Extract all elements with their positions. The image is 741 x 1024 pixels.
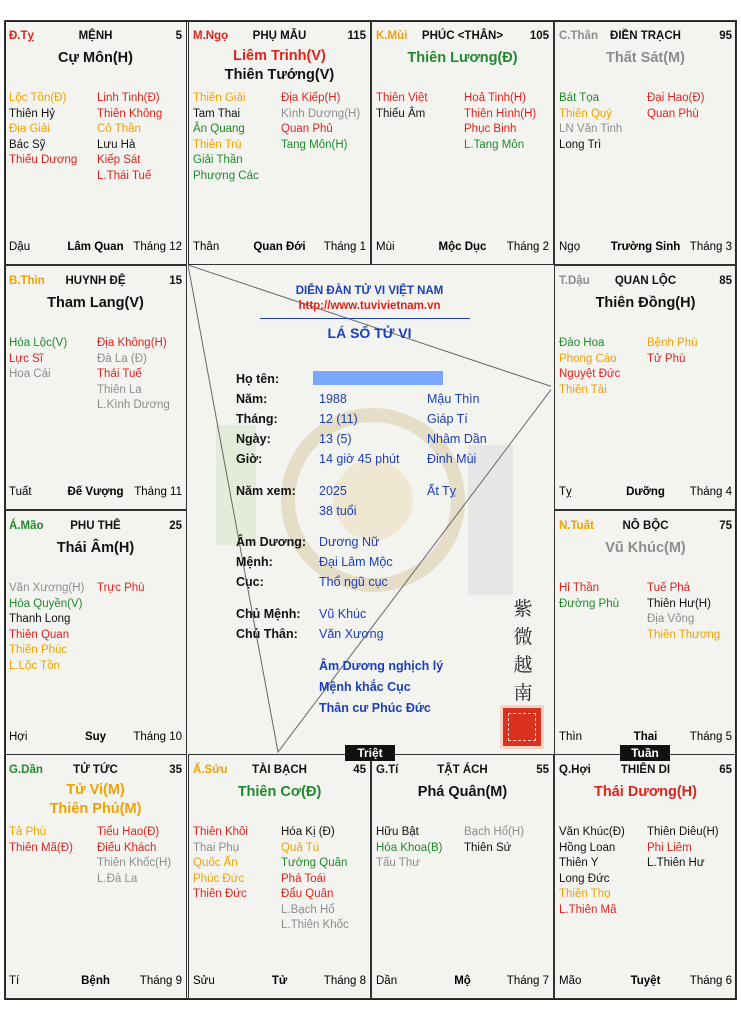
minor-star: Thiên Hỷ — [9, 107, 56, 120]
footer-branch: Tuất — [9, 486, 32, 498]
palace-can: C.Thân — [559, 30, 598, 42]
main-star: Liêm Trinh(V) — [233, 48, 326, 64]
minor-star: Thiên Quý — [559, 107, 613, 120]
minor-star: Phúc Đức — [193, 872, 245, 885]
palace-header — [376, 29, 549, 45]
palace-footer — [559, 240, 732, 256]
minor-star: Thiên Khôi — [193, 826, 248, 838]
minor-star: Quốc Ấn — [193, 857, 238, 869]
minor-star: LN Văn Tinh — [559, 123, 623, 135]
palace-header — [9, 763, 182, 779]
info-value: Dương Nữ — [319, 535, 380, 549]
footer-stage: Bệnh — [81, 975, 110, 987]
minor-star: Bác Sỹ — [9, 138, 46, 151]
minor-star: Quan Phủ — [281, 123, 333, 135]
footer-stage: Mộ — [454, 975, 471, 987]
palace-footer — [9, 730, 182, 746]
stars-left — [376, 825, 460, 872]
minor-star: Thiên Mã(Đ) — [9, 841, 73, 854]
chinese-char: 微 — [513, 626, 533, 648]
footer-branch: Mùi — [376, 241, 395, 253]
palace-than — [554, 20, 737, 265]
footer-month: Tháng 11 — [134, 486, 182, 498]
palace-name: THIÊN DI — [620, 764, 671, 776]
chinese-char: 南 — [513, 682, 533, 704]
date-label: Tháng: — [236, 412, 278, 426]
minor-star: Lộc Tồn(Đ) — [9, 92, 67, 104]
stars-left — [193, 91, 277, 184]
date-solar: 13 (5) — [319, 432, 352, 446]
minor-star: Bệnh Phù — [647, 337, 698, 349]
footer-month: Tháng 5 — [689, 731, 732, 743]
footer-stage: Mộc Dục — [438, 241, 487, 253]
palace-footer — [9, 485, 182, 501]
minor-star: Nguyệt Đức — [559, 368, 621, 380]
footer-stage: Tuyệt — [630, 975, 661, 987]
palace-header — [9, 274, 182, 290]
palace-number: 15 — [169, 275, 182, 287]
minor-star: Hoả Tinh(H) — [464, 92, 526, 104]
minor-star: Bát Tọa — [559, 92, 600, 104]
info-label: Mệnh: — [236, 555, 273, 569]
footer-stage: Quan Đới — [253, 241, 306, 253]
palace-header — [193, 29, 366, 45]
palace-number: 105 — [529, 30, 549, 42]
date-label: Năm: — [236, 392, 268, 406]
date-solar: 12 (11) — [319, 412, 358, 426]
palace-number: 75 — [719, 520, 732, 532]
seal-stamp — [500, 705, 544, 749]
main-star: Thất Sát(M) — [606, 50, 685, 66]
palace-number: 35 — [169, 764, 182, 776]
stars-right — [97, 825, 181, 887]
main-star: Thiên Lương(Đ) — [407, 50, 518, 66]
minor-star: Phá Toái — [281, 872, 326, 885]
chinese-char: 紫 — [513, 598, 533, 620]
footer-month: Tháng 2 — [506, 241, 549, 253]
minor-star: Thiên Quan — [9, 628, 70, 641]
palace-thin — [4, 265, 187, 510]
palace-mao — [4, 510, 187, 755]
stars-right — [647, 91, 731, 122]
info-label: Chủ Thân: — [236, 627, 298, 641]
chart-title: LÁ SỐ TỬ VI — [327, 325, 412, 341]
minor-star: Thanh Long — [9, 613, 71, 625]
stars-left — [193, 825, 277, 903]
minor-star: Thiên Phúc — [9, 644, 68, 656]
footer-stage: Suy — [84, 731, 107, 743]
minor-star: Bạch Hổ(H) — [464, 826, 525, 838]
minor-star: L.Bạch Hổ — [281, 903, 335, 916]
minor-star: Thiên Hư(H) — [647, 597, 711, 610]
minor-star: Hóa Quyền(V) — [9, 597, 83, 610]
palace-number: 55 — [536, 764, 549, 776]
nam-xem-value: 2025 — [319, 484, 347, 498]
palace-header — [559, 274, 732, 290]
footer-month: Tháng 12 — [133, 241, 182, 253]
main-star: Phá Quân(M) — [417, 784, 508, 800]
palace-dau — [554, 265, 737, 510]
palace-header — [193, 763, 366, 779]
minor-star: Long Đức — [559, 872, 610, 885]
minor-star: Phượng Các — [193, 169, 259, 182]
nam-xem-label: Năm xem: — [236, 484, 296, 498]
date-can-chi: Đinh Mùi — [427, 452, 477, 466]
footer-branch: Ngọ — [559, 241, 581, 253]
palace-footer — [193, 240, 366, 256]
minor-star: Đẩu Quân — [281, 888, 334, 900]
nam-xem-can: Ất Tỵ — [427, 484, 456, 498]
info-value: Văn Xương — [319, 627, 384, 641]
stars-left — [559, 91, 643, 153]
age — [319, 504, 357, 518]
minor-star: Quan Phù — [647, 107, 699, 120]
minor-star: Phi Liêm — [647, 841, 692, 854]
minor-star: Thiên Việt — [376, 92, 428, 104]
stars-left — [559, 825, 643, 918]
footer-branch: Tỵ — [559, 486, 572, 498]
info-label: Cục: — [236, 575, 264, 589]
chinese-text — [510, 595, 536, 707]
date-solar: 1988 — [319, 392, 347, 406]
footer-branch: Thân — [193, 241, 220, 253]
palace-number: 95 — [719, 30, 732, 42]
palace-number: 85 — [719, 275, 732, 287]
palace-hoi — [554, 754, 737, 999]
palace-footer — [193, 974, 366, 990]
main-star: Thái Âm(H) — [56, 540, 135, 556]
minor-star: Hữu Bật — [376, 826, 419, 838]
minor-star: Cô Thần — [97, 123, 141, 135]
minor-star: L.Thái Tuế — [97, 169, 152, 182]
minor-star: Địa Giải — [9, 123, 50, 135]
main-star: Thiên Tướng(V) — [224, 67, 335, 83]
palace-can: T.Dậu — [559, 275, 590, 287]
minor-star: L.Đà La — [97, 872, 138, 885]
main-star: Vũ Khúc(M) — [605, 540, 686, 556]
palace-can: B.Thìn — [9, 275, 45, 287]
footer-branch: Mão — [559, 975, 582, 987]
palace-name: QUAN LỘC — [614, 275, 677, 287]
minor-star: Thiên Hình(H) — [464, 107, 537, 120]
minor-star: Quả Tú — [281, 841, 320, 854]
minor-star: Thiên Khốc(H) — [97, 857, 172, 869]
minor-star: Tang Môn(H) — [281, 138, 348, 151]
info-value: Đại Lâm Mộc — [319, 555, 393, 569]
chart-note: Âm Dương nghịch lý — [319, 659, 444, 673]
info-value: Vũ Khúc — [319, 607, 367, 621]
minor-star: Linh Tinh(Đ) — [97, 92, 160, 104]
stars-right — [647, 336, 731, 367]
watermark-block-right — [468, 445, 513, 595]
palace-can: N.Tuất — [559, 520, 594, 532]
minor-star: Kiếp Sát — [97, 154, 141, 166]
footer-stage: Dưỡng — [626, 486, 665, 498]
minor-star: L.Thiên Mã — [559, 903, 617, 916]
palace-can: G.Tí — [376, 764, 399, 776]
minor-star: L.Thiên Khốc — [281, 919, 349, 931]
stars-left — [559, 581, 643, 612]
chart-note: Thân cư Phúc Đức — [319, 701, 431, 715]
minor-star: Tử Phù — [647, 352, 686, 365]
tuan-tag: Tuần — [620, 745, 670, 761]
stars-right — [97, 336, 181, 414]
minor-star: Địa Kiếp(H) — [281, 92, 341, 104]
palace-header — [376, 763, 549, 779]
palace-can: K.Mùi — [376, 30, 408, 42]
minor-star: Thiếu Âm — [376, 107, 426, 120]
palace-can: Đ.Tỵ — [9, 30, 34, 42]
footer-month: Tháng 1 — [323, 241, 366, 253]
minor-star: Đà La (Đ) — [97, 352, 147, 365]
palace-suu — [188, 754, 371, 999]
date-label: Ngày: — [236, 432, 271, 446]
minor-star: Đường Phù — [559, 597, 619, 610]
palace-header — [559, 29, 732, 45]
minor-star: Hồng Loan — [559, 841, 616, 854]
minor-star: Phong Cáo — [559, 352, 617, 365]
title-divider — [260, 318, 470, 319]
footer-month: Tháng 7 — [506, 975, 549, 987]
palace-number: 45 — [353, 764, 366, 776]
palace-name: PHU THÊ — [70, 520, 121, 532]
footer-stage: Trường Sinh — [610, 241, 681, 253]
minor-star: Thiên Không — [97, 107, 163, 120]
minor-star: Lưu Hà — [97, 138, 136, 151]
minor-star: Tiểu Hao(Đ) — [97, 826, 160, 838]
minor-star: Thiên Thọ — [559, 888, 611, 900]
name-redacted — [313, 371, 443, 385]
main-star: Tử Vi(M) — [66, 782, 125, 798]
minor-star: Thiếu Dương — [9, 154, 78, 166]
palace-header — [559, 763, 732, 779]
stars-left — [376, 91, 460, 122]
info-label: Chủ Mệnh: — [236, 607, 301, 621]
palace-footer — [559, 974, 732, 990]
age-value: 38 tuổi — [319, 504, 357, 518]
footer-month: Tháng 6 — [689, 975, 732, 987]
palace-name: TÀI BẠCH — [252, 764, 307, 776]
main-star: Cự Môn(H) — [58, 50, 133, 66]
stars-left — [9, 825, 93, 856]
info-label: Âm Dương: — [236, 535, 307, 549]
minor-star: Thiên Đức — [193, 888, 247, 900]
stars-left — [9, 336, 93, 383]
minor-star: Lực Sĩ — [9, 352, 43, 365]
stars-right — [647, 581, 731, 643]
minor-star: L.Lộc Tồn — [9, 659, 60, 672]
palace-footer — [376, 240, 549, 256]
date-label: Giờ: — [236, 452, 263, 466]
palace-tuat — [554, 510, 737, 755]
main-star: Thiên Đồng(H) — [595, 295, 696, 311]
palace-can: G.Dần — [9, 764, 43, 776]
minor-star: Văn Xương(H) — [9, 582, 85, 594]
minor-star: Thiên Diêu(H) — [647, 826, 719, 838]
minor-star: Trực Phù — [97, 582, 145, 594]
palace-name: PHÚC <THÂN> — [421, 30, 504, 42]
palace-number: 115 — [347, 30, 366, 42]
main-star: Tham Lang(V) — [47, 295, 144, 311]
palace-name: NÔ BỘC — [622, 520, 669, 532]
minor-star: L.Tang Môn — [464, 138, 525, 151]
palace-can: Ấ.Sửu — [193, 764, 228, 776]
palace-ngo — [188, 20, 371, 265]
minor-star: Hóa Khoa(B) — [376, 841, 443, 854]
palace-can: Á.Mão — [9, 520, 44, 532]
minor-star: Giải Thần — [193, 154, 243, 166]
palace-name: PHỤ MẪU — [252, 30, 307, 42]
footer-branch: Dậu — [9, 241, 31, 253]
footer-month: Tháng 4 — [689, 486, 732, 498]
minor-star: Văn Khúc(Đ) — [559, 826, 625, 838]
palace-footer — [9, 240, 182, 256]
footer-month: Tháng 3 — [689, 241, 732, 253]
minor-star: L.Thiên Hư — [647, 857, 705, 869]
footer-stage: Tử — [271, 975, 288, 987]
info-value: Thổ ngũ cục — [319, 575, 388, 589]
stars-right — [647, 825, 731, 872]
palace-can: M.Ngọ — [193, 30, 229, 42]
minor-star: Tả Phù — [9, 826, 47, 838]
minor-star: Hoa Cái — [9, 368, 51, 380]
palace-number: 25 — [169, 520, 182, 532]
stars-right — [281, 91, 365, 153]
main-star: Thái Dương(H) — [594, 784, 697, 800]
palace-header — [559, 519, 732, 535]
footer-month: Tháng 9 — [139, 975, 182, 987]
footer-stage: Đế Vượng — [67, 486, 124, 498]
stars-right — [464, 825, 548, 856]
footer-stage: Lâm Quan — [67, 241, 124, 253]
palace-ti — [371, 754, 554, 999]
name-label: Họ tên: — [236, 372, 280, 386]
palace-ty — [4, 20, 187, 265]
palace-name: TỬ TỨC — [73, 764, 118, 776]
stars-left — [559, 336, 643, 398]
palace-dan — [4, 754, 187, 999]
chart-note: Mệnh khắc Cục — [319, 680, 411, 694]
minor-star: Hóa Lộc(V) — [9, 337, 68, 349]
date-can-chi: Giáp Tí — [427, 412, 468, 426]
minor-star: Thai Phụ — [193, 841, 240, 854]
minor-star: Thiên Giải — [193, 92, 246, 104]
main-star: Thiên Phủ(M) — [49, 801, 142, 817]
minor-star: Thái Tuế — [97, 368, 142, 380]
stars-right — [281, 825, 365, 934]
minor-star: Kình Dương(H) — [281, 107, 361, 120]
forum-url[interactable]: http://www.tuvivietnam.vn — [298, 300, 441, 312]
minor-star: Tam Thai — [193, 107, 241, 120]
chinese-char: 越 — [513, 654, 533, 676]
stars-left — [9, 91, 93, 169]
minor-star: L.Kình Dương — [97, 399, 170, 411]
palace-can: Q.Hợi — [559, 764, 591, 776]
stars-left — [9, 581, 93, 674]
minor-star: Thiên Trù — [193, 138, 242, 151]
footer-month: Tháng 10 — [133, 731, 182, 743]
footer-branch: Tí — [9, 975, 20, 987]
minor-star: Phục Binh — [464, 123, 517, 135]
minor-star: Thiên La — [97, 383, 142, 396]
minor-star: Tướng Quân — [281, 857, 348, 869]
minor-star: Tấu Thư — [376, 857, 420, 869]
date-can-chi: Mậu Thìn — [427, 392, 480, 406]
footer-branch: Sửu — [193, 975, 215, 987]
palace-number: 65 — [719, 764, 732, 776]
footer-branch: Thìn — [559, 731, 583, 743]
palace-footer — [559, 485, 732, 501]
footer-branch: Dần — [376, 975, 398, 987]
minor-star: Thiên Thương — [647, 628, 721, 641]
minor-star: Thiên Tài — [559, 383, 607, 396]
palace-mui — [371, 20, 554, 265]
palace-footer — [376, 974, 549, 990]
palace-header — [9, 29, 182, 45]
minor-star: Điếu Khách — [97, 841, 157, 854]
palace-footer — [9, 974, 182, 990]
minor-star: Hỉ Thần — [559, 582, 600, 594]
minor-star: Thiên Sứ — [464, 841, 512, 854]
date-can-chi: Nhâm Dần — [427, 432, 487, 446]
forum-title: DIỄN ĐÀN TỬ VI VIỆT NAM — [295, 285, 444, 297]
minor-star: Tuế Phá — [647, 582, 691, 594]
palace-name: TẬT ÁCH — [437, 764, 488, 776]
triet-tag: Triệt — [345, 745, 395, 761]
minor-star: Đại Hao(Đ) — [647, 92, 705, 104]
minor-star: Hóa Kị (Đ) — [281, 826, 335, 838]
footer-stage: Thai — [633, 731, 658, 743]
minor-star: Ân Quang — [193, 123, 245, 135]
center-info-panel — [188, 265, 551, 754]
palace-number: 5 — [175, 30, 182, 42]
stars-right — [97, 581, 181, 597]
palace-name: MỆNH — [78, 30, 113, 42]
footer-month: Tháng 8 — [323, 975, 366, 987]
main-star: Thiên Cơ(Đ) — [237, 784, 322, 800]
palace-header — [9, 519, 182, 535]
name-row — [236, 372, 279, 386]
watermark-inner — [333, 460, 413, 540]
stars-right — [97, 91, 181, 184]
palace-footer — [559, 730, 732, 746]
date-solar: 14 giờ 45 phút — [319, 452, 400, 466]
minor-star: Long Trì — [559, 138, 602, 151]
minor-star: Địa Võng — [647, 613, 695, 625]
stars-right — [464, 91, 548, 153]
minor-star: Địa Không(H) — [97, 337, 167, 349]
minor-star: Đào Hoa — [559, 337, 605, 349]
palace-name: ĐIỀN TRẠCH — [610, 30, 681, 42]
footer-branch: Hợi — [9, 731, 28, 743]
minor-star: Thiên Y — [559, 857, 599, 869]
palace-name: HUYNH ĐỆ — [65, 275, 126, 287]
